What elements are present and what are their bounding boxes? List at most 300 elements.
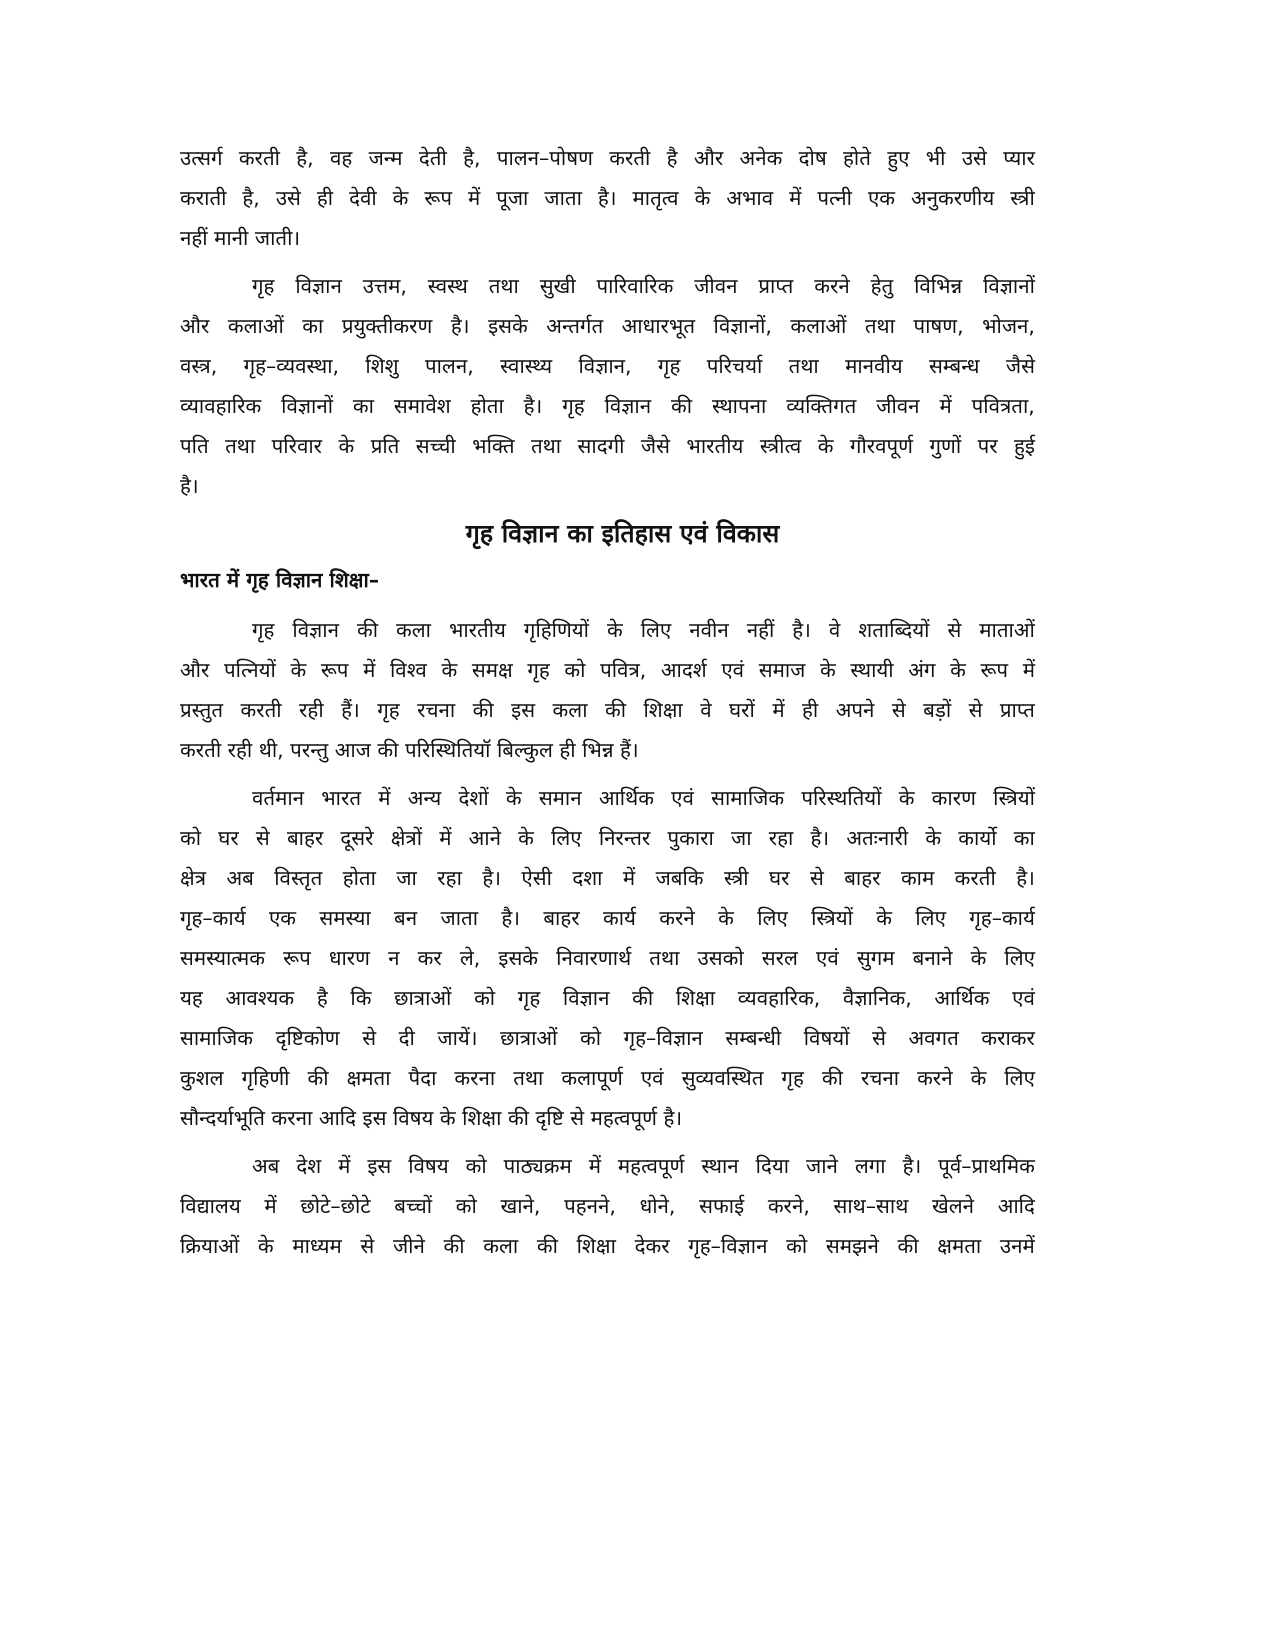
word: भी: [925, 146, 946, 170]
document-page: [180, 138, 1035, 1266]
word: इसके: [488, 314, 528, 338]
word: में: [772, 698, 785, 722]
word: परिचर्या: [706, 354, 763, 378]
word: उनमें: [999, 1234, 1035, 1258]
word: गृह–कार्य: [969, 906, 1035, 930]
word: कर: [417, 946, 442, 970]
word: गृहिणियों: [523, 618, 589, 642]
word: वे: [700, 698, 712, 722]
word: बाहर: [844, 866, 881, 890]
paragraph: [180, 138, 1035, 258]
text-line: [180, 138, 1035, 178]
word: करती: [954, 866, 996, 890]
word: की: [536, 1234, 558, 1258]
word: एवं: [1012, 986, 1035, 1010]
word: का: [352, 394, 374, 418]
word: दी: [398, 1026, 415, 1050]
text-line: [180, 178, 1035, 218]
word: पालन–पोषण: [496, 146, 593, 170]
word: जाता: [440, 906, 478, 930]
word: को: [180, 826, 202, 850]
word: करती: [238, 146, 280, 170]
word: के: [257, 1234, 274, 1258]
section-heading: गृह विज्ञान का इतिहास एवं विकास: [465, 519, 780, 548]
word: सच्ची: [415, 434, 456, 458]
text-line: [180, 386, 1035, 426]
word: मातृत्व: [632, 186, 679, 210]
word: बाहर: [543, 906, 580, 930]
word: तथा: [531, 434, 562, 458]
word: इस: [367, 1154, 392, 1178]
word: में: [467, 186, 481, 210]
word: निवारणार्थ: [556, 946, 632, 970]
text-line: [180, 858, 1035, 898]
word: खाने,: [500, 1194, 541, 1218]
word: में: [588, 1154, 601, 1178]
word: कार्य: [602, 906, 636, 930]
word: विद्यालय: [180, 1194, 241, 1218]
word: करती: [609, 146, 651, 170]
text-line: [180, 778, 1035, 818]
word: समावेश: [393, 394, 451, 418]
word: विभिन्न: [914, 274, 963, 298]
word: के: [950, 658, 966, 682]
word: छात्राओं: [394, 986, 452, 1010]
word: क्षमता: [346, 1066, 391, 1090]
word: से: [891, 698, 906, 722]
word: व्यवहारिक,: [737, 986, 821, 1010]
word: है।: [597, 186, 617, 210]
word: होता: [470, 394, 504, 418]
word: सुगम: [856, 946, 895, 970]
word: पाषण,: [913, 314, 964, 338]
word: गृहिणी: [241, 1066, 290, 1090]
word: नहीं: [746, 618, 775, 642]
word: सामाजिक: [180, 1026, 254, 1050]
word: आदर्श: [660, 658, 707, 682]
word: और: [693, 146, 724, 170]
word: गृह–कार्य: [180, 906, 246, 930]
word: दोष: [798, 146, 827, 170]
word: क्रियाओं: [180, 1234, 240, 1258]
word: को: [579, 1026, 602, 1050]
word: की: [307, 1066, 329, 1090]
word: हुए: [887, 146, 910, 170]
word: छात्राओं: [500, 1026, 558, 1050]
text-line: [180, 690, 1035, 730]
word: रचना: [417, 698, 456, 722]
word: है।: [792, 618, 811, 642]
word: गौरवपूर्ण: [849, 434, 914, 458]
word: विज्ञान: [295, 274, 342, 298]
word: में: [439, 826, 452, 850]
word: एक: [867, 186, 896, 210]
word: जा: [396, 866, 417, 890]
word: गृह: [781, 1066, 804, 1090]
word: गृह: [252, 618, 275, 642]
word: जैसे: [1005, 354, 1035, 378]
word: करने: [814, 274, 850, 298]
word: न: [388, 946, 400, 970]
word: गृह: [517, 986, 541, 1010]
word: इस: [511, 698, 536, 722]
text-line: सौन्दर्याभूति करना आदि इस विषय के शिक्षा की दृष्टि से महत्वपूर्ण है।: [180, 1106, 683, 1130]
word: अतःनारी: [846, 826, 909, 850]
word: जायें।: [437, 1026, 478, 1050]
word: पहनने,: [564, 1194, 616, 1218]
word: कलाओं: [790, 314, 847, 338]
word: कलाओं: [227, 314, 284, 338]
word: अनेक: [739, 146, 783, 170]
word: विज्ञानों,: [713, 314, 772, 338]
word: विषयों: [803, 1026, 850, 1050]
word: स्वस्थ: [427, 274, 468, 298]
word: उसको: [697, 946, 744, 970]
word: वैज्ञानिक,: [842, 986, 912, 1010]
word: काम: [900, 866, 935, 890]
word: विस्तृत: [274, 866, 323, 890]
paragraph: [180, 778, 1035, 1138]
word: ही: [316, 186, 334, 210]
word: में: [622, 866, 636, 890]
word: जबकि: [655, 866, 704, 890]
word: कलापूर्ण: [561, 1066, 623, 1090]
word: लिए: [1004, 1066, 1035, 1090]
word: और: [180, 314, 210, 338]
word: उत्सर्ग: [180, 146, 223, 170]
word: घर: [218, 826, 239, 850]
word: है,: [242, 186, 260, 210]
text-line: करती रही थी, परन्तु आज की परिस्थितियॉ बिल्कुल ही भिन्न हैं।: [180, 738, 639, 762]
word: में: [378, 786, 391, 810]
word: समक्ष: [471, 658, 513, 682]
word: जा: [731, 826, 752, 850]
word: ही: [802, 698, 819, 722]
word: सुखी: [539, 274, 576, 298]
word: कार्यो: [958, 826, 997, 850]
word: है,: [463, 146, 481, 170]
word: परिवार: [271, 434, 323, 458]
word: शिक्षा: [643, 698, 683, 722]
word: की: [821, 1066, 843, 1090]
subsection-heading: भारत में गृह विज्ञान शिक्षा–: [180, 568, 380, 592]
word: बनाने: [912, 946, 953, 970]
word: कराकर: [981, 1026, 1035, 1050]
word: शिशु: [365, 354, 399, 378]
word: अब: [252, 1154, 280, 1178]
word: क्षमता: [937, 1234, 982, 1258]
word: सुव्यवस्थित: [681, 1066, 764, 1090]
word: अभाव: [726, 186, 774, 210]
word: शिक्षा: [576, 1234, 616, 1258]
word: तथा: [225, 434, 256, 458]
word: की: [604, 698, 627, 722]
word: को: [564, 658, 586, 682]
text-line: [180, 306, 1035, 346]
word: आर्थिक: [598, 786, 654, 810]
word: के: [970, 946, 987, 970]
word: को: [474, 986, 496, 1010]
word: करने: [659, 906, 695, 930]
word: घर: [769, 866, 790, 890]
word: की: [632, 986, 654, 1010]
word: अन्य: [407, 786, 442, 810]
word: विज्ञान: [604, 394, 652, 418]
word: है: [666, 146, 678, 170]
word: स्त्रीत्व: [759, 434, 802, 458]
word: को: [465, 1154, 487, 1178]
word: है।: [450, 314, 470, 338]
word: के: [817, 434, 834, 458]
word: दिया: [755, 1154, 790, 1178]
word: जीवन: [694, 274, 738, 298]
word: परिस्थतियों: [801, 786, 882, 810]
word: में: [789, 186, 802, 210]
word: तथा: [649, 946, 680, 970]
word: पति: [180, 434, 209, 458]
word: स्थापना: [712, 394, 767, 418]
word: खेलने: [931, 1194, 975, 1218]
word: देश: [296, 1154, 322, 1178]
paragraph: [180, 266, 1035, 506]
word: करने: [917, 1066, 953, 1090]
word: आवश्यक: [225, 986, 295, 1010]
word: वह: [329, 146, 353, 170]
text-line: है।: [180, 474, 199, 498]
word: की: [356, 618, 379, 642]
word: से: [872, 1026, 886, 1050]
word: रचना: [860, 1066, 900, 1090]
word: सरल: [761, 946, 798, 970]
word: उत्तम,: [362, 274, 407, 298]
word: कुशल: [180, 1066, 224, 1090]
word: आधारभूत: [621, 314, 696, 338]
word: अंग: [908, 658, 936, 682]
word: सम्बन्ध: [929, 354, 980, 378]
word: पूजा: [496, 186, 529, 210]
word: हुई: [1014, 434, 1035, 458]
word: से: [360, 1234, 375, 1258]
word: ऐसी: [521, 866, 552, 890]
word: जीने: [392, 1234, 425, 1258]
word: और: [180, 658, 210, 682]
word: की: [443, 1234, 465, 1258]
word: से: [968, 698, 983, 722]
word: जीवन: [876, 394, 920, 418]
word: एवं: [640, 1066, 664, 1090]
word: स्त्रियों: [811, 906, 853, 930]
word: कारण: [931, 786, 976, 810]
word: करना: [454, 1066, 496, 1090]
text-line: [180, 1186, 1035, 1226]
word: रहा: [768, 826, 794, 850]
word: एक: [268, 906, 297, 930]
word: बच्चों: [394, 1194, 433, 1218]
word: वर्तमान: [252, 786, 305, 810]
word: रूप: [424, 186, 452, 210]
word: के: [338, 434, 355, 458]
word: में: [1022, 658, 1035, 682]
text-line: [180, 610, 1035, 650]
word: दूसरे: [340, 826, 374, 850]
word: के: [694, 186, 711, 210]
word: स्वास्थ्य: [500, 354, 553, 378]
word: पवित्र,: [600, 658, 647, 682]
word: को: [455, 1194, 477, 1218]
word: आर्थिक: [934, 986, 990, 1010]
word: की: [671, 394, 693, 418]
word: करने,: [767, 1194, 810, 1218]
word: के: [505, 786, 522, 810]
word: भारतीय: [448, 618, 506, 642]
word: हेतु: [870, 274, 894, 298]
word: गृह: [377, 698, 400, 722]
word: के: [820, 658, 836, 682]
word: से: [255, 826, 270, 850]
word: में: [264, 1194, 277, 1218]
word: उसे: [961, 146, 987, 170]
word: है।: [1016, 866, 1035, 890]
word: क्षेत्र: [180, 866, 207, 890]
word: लिए: [1004, 946, 1035, 970]
word: पूर्व–प्राथमिक: [938, 1154, 1035, 1178]
word: स्त्रियों: [993, 786, 1035, 810]
word: प्रयुक्तीकरण: [341, 314, 433, 338]
word: प्रस्तुत: [180, 698, 224, 722]
word: पर: [977, 434, 998, 458]
word: सफाई: [699, 1194, 745, 1218]
word: देती: [418, 146, 447, 170]
word: गृह: [657, 354, 681, 378]
word: आने: [468, 826, 501, 850]
word: पुकारा: [667, 826, 714, 850]
word: विज्ञान,: [578, 354, 632, 378]
word: होते: [843, 146, 871, 170]
word: स्त्री: [723, 866, 749, 890]
word: विश्व: [389, 658, 427, 682]
word: जैसे: [640, 434, 670, 458]
text-line: नहीं मानी जाती।: [180, 226, 301, 250]
word: यह: [180, 986, 203, 1010]
word: रूप: [283, 946, 311, 970]
word: सादगी: [577, 434, 625, 458]
text-line: [180, 1146, 1035, 1186]
word: माध्यम: [292, 1234, 342, 1258]
word: रहा: [437, 866, 462, 890]
word: है।: [501, 906, 520, 930]
word: नवीन: [689, 618, 729, 642]
word: देकर: [634, 1234, 670, 1258]
word: गृह–व्यवस्था,: [243, 354, 340, 378]
word: जाने: [806, 1154, 838, 1178]
word: स्थान: [701, 1154, 739, 1178]
text-line: [180, 266, 1035, 306]
word: तथा: [488, 274, 519, 298]
word: बाहर: [286, 826, 324, 850]
word: जन्म: [368, 146, 403, 170]
word: तथा: [513, 1066, 544, 1090]
word: का: [1013, 826, 1035, 850]
paragraph: [180, 1146, 1035, 1266]
word: में: [338, 1154, 351, 1178]
word: के: [290, 658, 307, 682]
word: कला: [483, 1234, 519, 1258]
word: सामाजिक: [711, 786, 785, 810]
word: अवगत: [908, 1026, 959, 1050]
word: रूप: [980, 658, 1009, 682]
word: पाठ्यक्रम: [503, 1154, 572, 1178]
word: पत्नी: [817, 186, 852, 210]
word: कला: [396, 618, 431, 642]
text-line: [180, 978, 1035, 1018]
word: करती: [240, 698, 282, 722]
text-line: [180, 426, 1035, 466]
word: से: [809, 866, 824, 890]
word: पालन,: [424, 354, 474, 378]
word: में: [939, 394, 952, 418]
word: विषय: [408, 1154, 449, 1178]
word: बन: [394, 906, 418, 930]
word: अनुकरणीय: [911, 186, 995, 210]
word: गृह: [562, 394, 585, 418]
word: घरों: [729, 698, 755, 722]
word: तथा: [788, 354, 819, 378]
word: प्राप्त: [999, 698, 1035, 722]
word: बड़ों: [923, 698, 952, 722]
word: गृह–विज्ञान: [623, 1026, 703, 1050]
word: के: [718, 906, 734, 930]
word: उसे: [275, 186, 301, 210]
word: लिए: [640, 618, 672, 642]
word: शताब्दियों: [858, 618, 930, 642]
word: समस्यात्मक: [180, 946, 266, 970]
word: गृह: [252, 274, 275, 298]
word: प्रति: [370, 434, 400, 458]
word: विज्ञान: [562, 986, 610, 1010]
text-line: [180, 1058, 1035, 1098]
word: से: [947, 618, 962, 642]
word: की: [897, 1234, 919, 1258]
word: तथा: [864, 314, 895, 338]
word: ले,: [459, 946, 481, 970]
word: भक्ति: [472, 434, 515, 458]
word: पारिवारिक: [596, 274, 674, 298]
word: भोजन,: [982, 314, 1035, 338]
word: समझने: [825, 1234, 879, 1258]
word: समाज: [758, 658, 806, 682]
word: के: [925, 826, 942, 850]
word: है।: [902, 1154, 922, 1178]
word: समस्या: [319, 906, 371, 930]
word: गृह: [527, 658, 550, 682]
word: दशा: [572, 866, 603, 890]
word: के: [898, 786, 915, 810]
word: मानवीय: [845, 354, 903, 378]
word: स्त्री: [1010, 186, 1035, 210]
word: एवं: [671, 786, 694, 810]
word: के: [518, 826, 534, 850]
word: दृष्टिकोण: [275, 1026, 340, 1050]
word: के: [606, 618, 623, 642]
word: पवित्रता,: [971, 394, 1035, 418]
word: पैदा: [408, 1066, 437, 1090]
text-line: [180, 650, 1035, 690]
word: प्यार: [1003, 146, 1035, 170]
word: माताओं: [979, 618, 1035, 642]
word: के: [876, 906, 893, 930]
word: स्थायी: [850, 658, 894, 682]
word: गृह–विज्ञान: [688, 1234, 768, 1258]
